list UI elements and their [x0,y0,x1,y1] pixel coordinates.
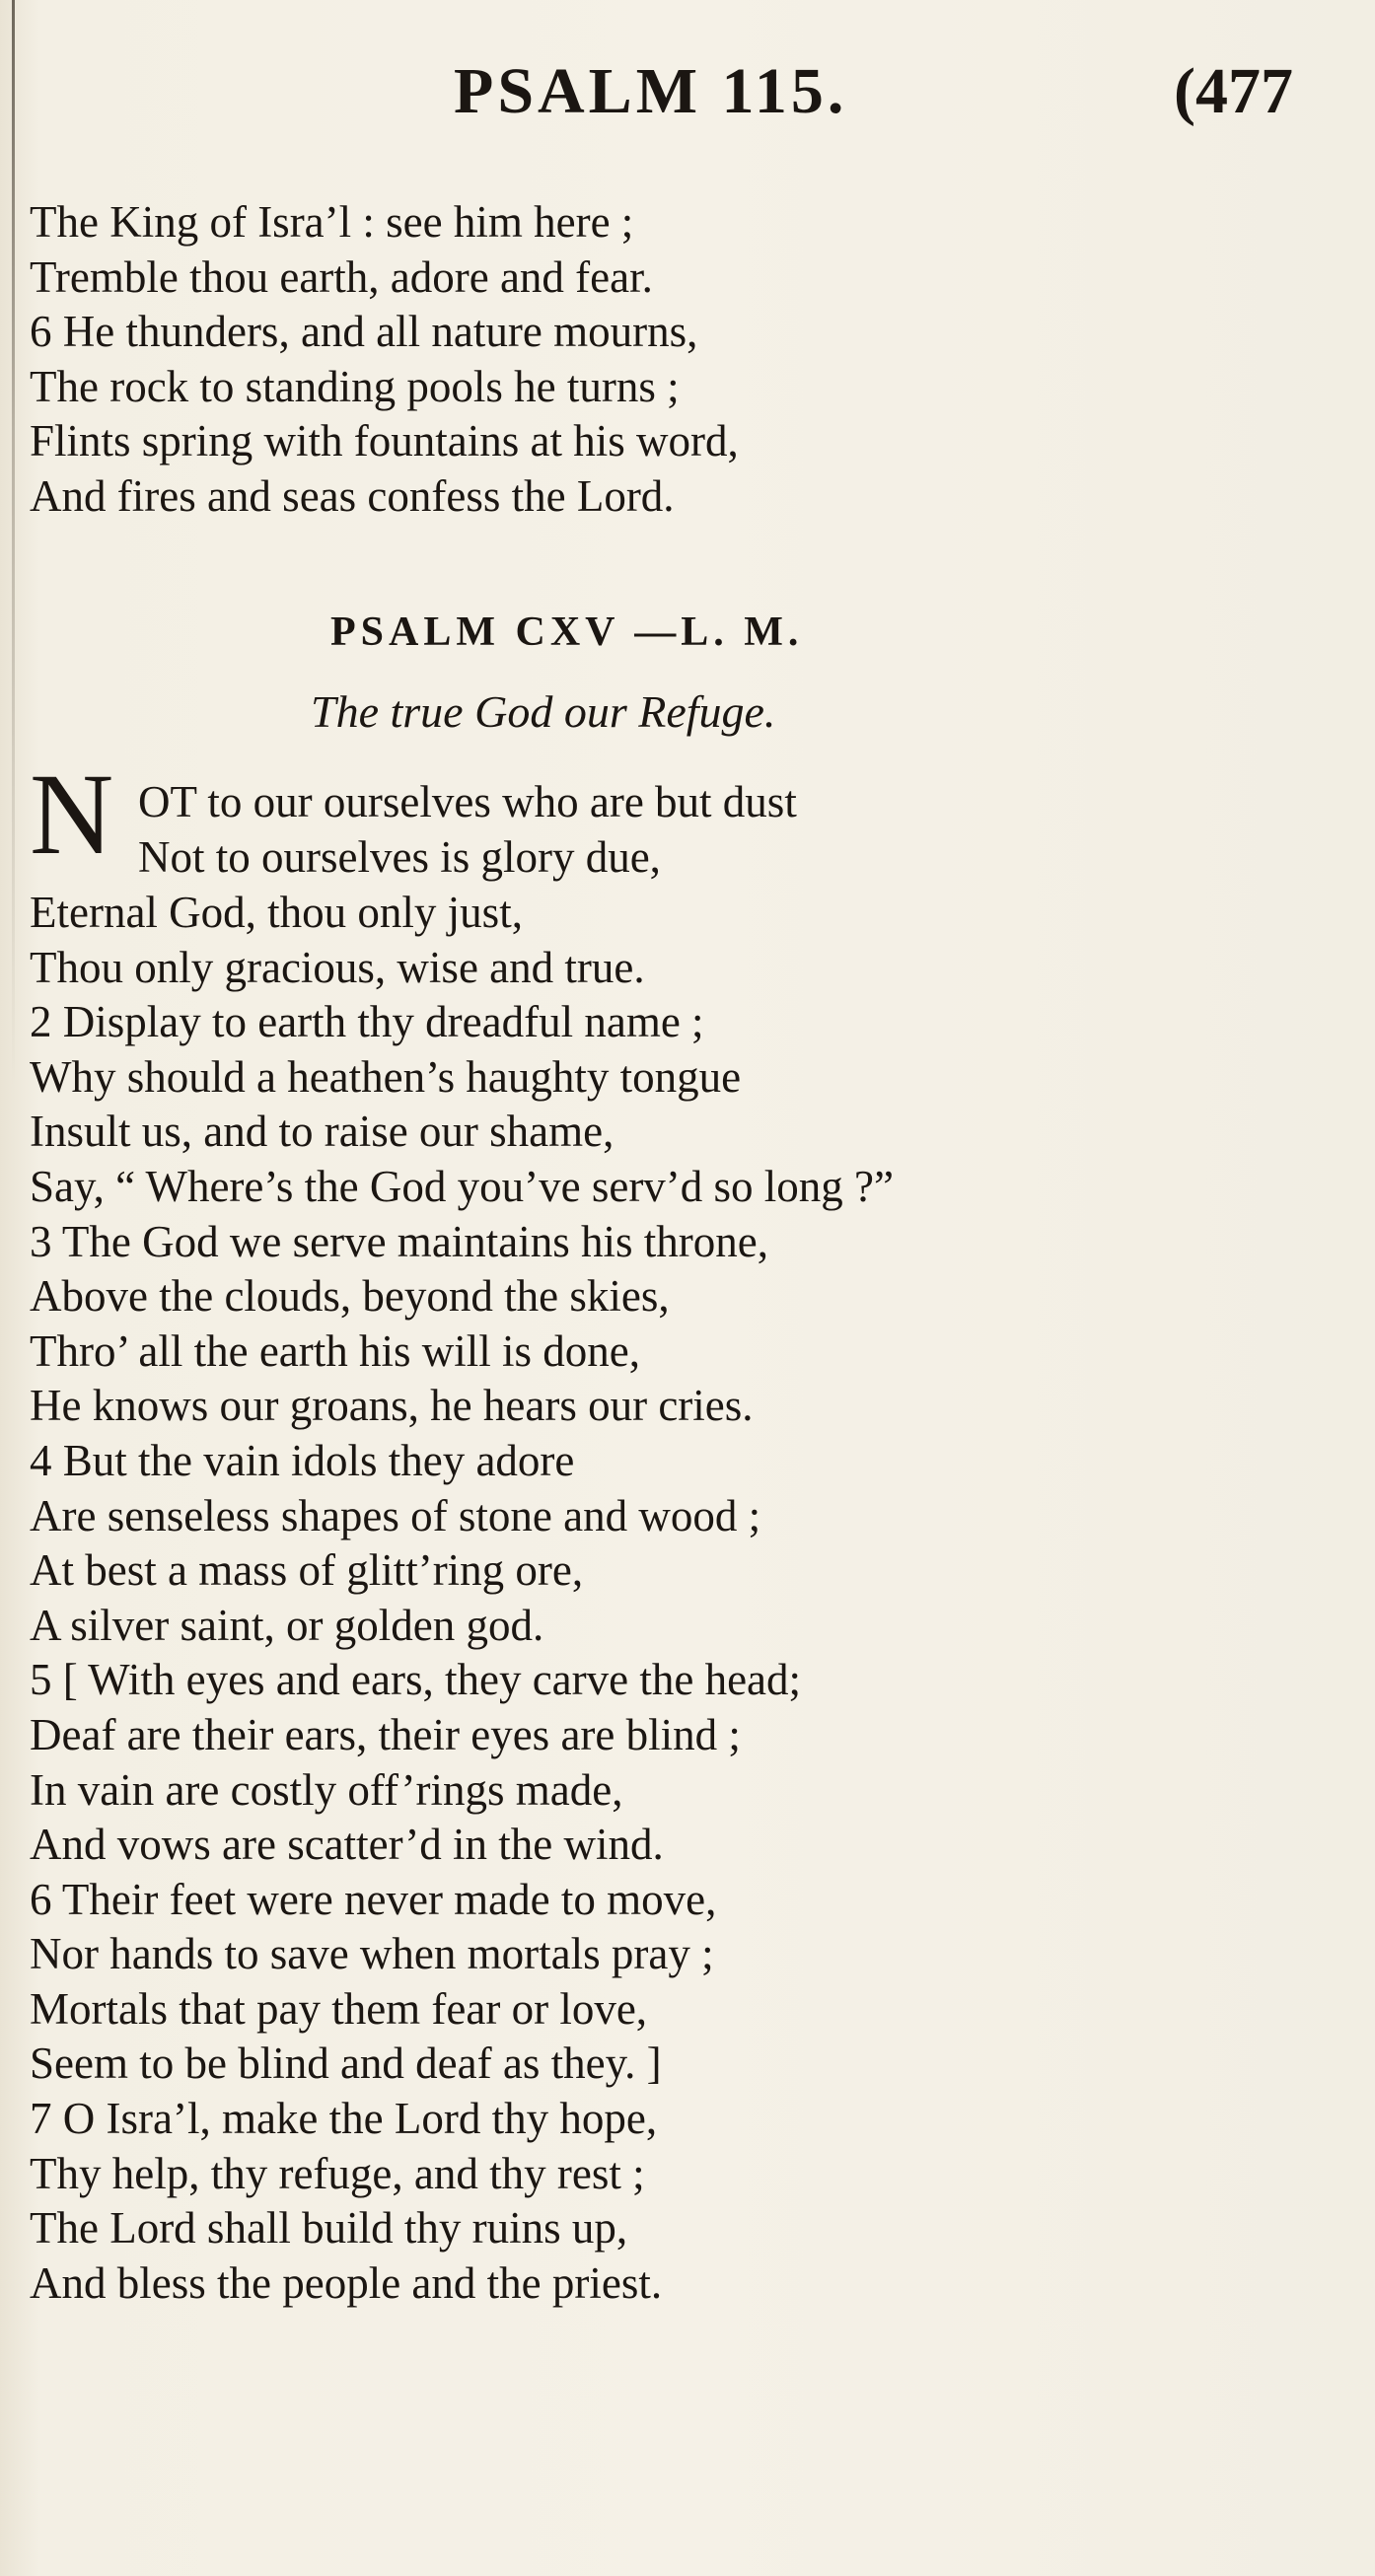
verse-line: 2 Display to earth thy dreadful name ; [30,997,704,1047]
verse-line: The King of Isra’l : see him here ; [30,197,634,247]
verse-line: Eternal God, thou only just, [30,888,523,937]
verse-line: Thou only gracious, wise and true. [30,942,645,992]
verse-line: Nor hands to save when mortals pray ; [30,1929,714,1979]
verse-line: A silver saint, or golden god. [30,1600,544,1650]
verse-line: 3 The God we serve maintains his throne, [30,1216,769,1266]
verse-line: 7 O Isra’l, make the Lord thy hope, [30,2094,658,2144]
previous-psalm-stanza [30,195,739,525]
verse-line: 4 But the vain idols they adore [30,1435,575,1485]
verse-line: Seem to be blind and deaf as they. ] [30,2039,662,2089]
verse-line: He knows our groans, he hears our cries. [30,1381,754,1431]
drop-cap: N [30,750,114,879]
binding-edge [12,0,15,1085]
psalm-heading: PSALM CXV —L. M. [330,609,804,655]
verse-line: OT to our ourselves who are but dust [138,777,797,826]
verse-line: Above the clouds, beyond the skies, [30,1271,670,1322]
verse-line: Flints spring with fountains at his word, [30,416,739,466]
verse-line: 6 He thunders, and all nature mourns, [30,307,698,357]
verse-line: The rock to standing pools he turns ; [30,361,680,411]
running-head: PSALM 115. [454,55,848,127]
verse-line: 5 [ With eyes and ears, they carve the head; [30,1655,802,1705]
verse-line: Mortals that pay them fear or love, [30,1983,648,2034]
psalm-body [30,886,894,2311]
verse-line: Why should a heathen’s haughty tongue [30,1051,742,1102]
verse-line: And vows are scatter’d in the wind. [30,1820,664,1870]
verse-line: The Lord shall build thy ruins up, [30,2203,628,2254]
verse-line: Thy help, thy refuge, and thy rest ; [30,2148,645,2198]
verse-line: Tremble thou earth, adore and fear. [30,251,653,302]
verse-line: Say, “ Where’s the God you’ve serv’d so long ?” [30,1161,895,1211]
verse-line: 6 Their feet were never made to move, [30,1874,717,1924]
opening-lines [138,775,797,885]
psalm-subtitle: The true God our Refuge. [311,686,776,737]
verse-line: And fires and seas confess the Lord. [30,470,675,521]
verse-line: In vain are costly off’rings made, [30,1764,623,1815]
verse-line: Deaf are their ears, their eyes are blind ; [30,1709,741,1759]
verse-line: And bless the people and the priest. [30,2257,663,2308]
verse-line: Insult us, and to raise our shame, [30,1107,615,1157]
verse-line: Are senseless shapes of stone and wood ; [30,1490,761,1540]
verse-line: Thro’ all the earth his will is done, [30,1325,641,1376]
verse-line: At best a mass of glitt’ring ore, [30,1545,584,1596]
verse-line: Not to ourselves is glory due, [138,831,661,882]
page-number: (477 [1174,55,1293,127]
